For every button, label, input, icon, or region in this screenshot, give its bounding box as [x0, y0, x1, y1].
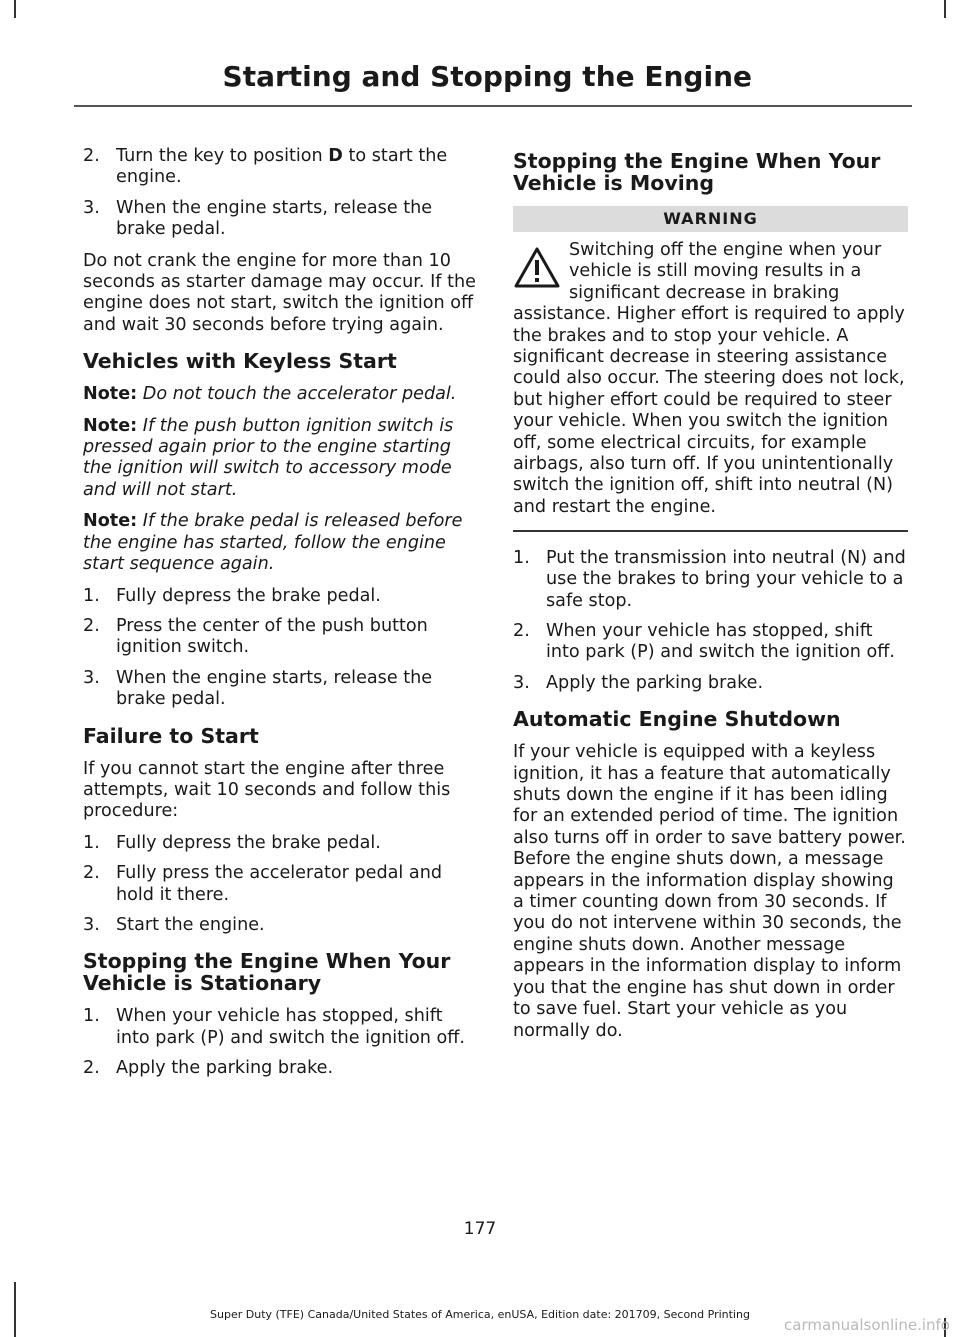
note: Note: If the brake pedal is released before the engine has started, follow the engine start sequence again.	[83, 511, 463, 575]
list-item: 3. Apply the parking brake.	[513, 672, 764, 693]
header-rule	[74, 105, 912, 107]
footer-edition: Super Duty (TFE) Canada/United States of America, enUSA, Edition date: 201709, Second Printing	[210, 1308, 750, 1321]
list-item: 2. Apply the parking brake.	[83, 1058, 334, 1079]
start-steps-continued	[83, 146, 479, 241]
moving-steps	[513, 548, 908, 694]
list-item: 2. Press the center of the push button ignition switch.	[83, 615, 428, 658]
warning-label: WARNING	[513, 206, 908, 232]
failure-steps	[83, 833, 479, 937]
list-item: 1. Fully depress the brake pedal.	[83, 832, 381, 853]
heading-keyless-start: Vehicles with Keyless Start	[83, 349, 397, 374]
keyless-steps	[83, 586, 479, 711]
heading-automatic-shutdown: Automatic Engine Shutdown	[513, 707, 841, 732]
list-item: 2. When your vehicle has stopped, shift into park (P) and switch the ignition off.	[513, 621, 895, 663]
list-item: 2. Turn the key to position D to start the engine.	[83, 146, 448, 188]
heading-stopping-stationary: Stopping the Engine When Your Vehicle is Stationary	[83, 949, 451, 996]
page-header-title: Starting and Stopping the Engine	[222, 60, 752, 93]
crop-mark-top-right	[944, 0, 946, 18]
watermark: carmanualsonline.info	[784, 1316, 950, 1334]
heading-stopping-moving: Stopping the Engine When Your Vehicle is Moving	[513, 149, 881, 195]
left-column	[83, 146, 479, 1090]
list-item: 3. When the engine starts, release the brake pedal.	[83, 667, 433, 710]
shutdown-paragraph: If your vehicle is equipped with a keyless ignition, it has a feature that automatically shuts down the engine if it has been idling for an extended period of time. The ignition also turns off in order to save battery power. Before the engine shuts down, a message appears in the information display showing a timer counting down from 30 seconds. If you do not intervene within 30 seconds, the engine shuts down. Another message appears in the information display to inform you that the engine has shut down in order to save fuel. Start your vehicle as you normally do.	[513, 742, 906, 1041]
failure-paragraph: If you cannot start the engine after three attempts, wait 10 seconds and follow this procedure:	[83, 758, 451, 822]
warning-rule	[513, 530, 908, 532]
crop-mark-top-left	[14, 0, 16, 18]
warning-text: Switching off the engine when your vehicle is still moving results in a significant decrease in braking assistance. Higher effort is required to apply the brakes and to stop your vehicle. A significant decrease in steering assistance could also occur. The steering does not lock, but higher effort could be required to steer your vehicle. When you switch the ignition off, some electrical circuits, for example airbags, also turn off. If you unintentionally switch the ignition off, shift into neutral (N) and restart the engine.	[513, 240, 905, 517]
list-item: 1. Fully depress the brake pedal.	[83, 585, 381, 606]
heading-failure-to-start: Failure to Start	[83, 723, 259, 748]
warning-box	[513, 240, 908, 518]
list-item: 2. Fully press the accelerator pedal and hold it there.	[83, 863, 443, 905]
list-item: 3. Start the engine.	[83, 914, 265, 935]
right-column	[513, 146, 908, 1052]
list-item: 1. When your vehicle has stopped, shift into park (P) and switch the ignition off.	[83, 1006, 465, 1048]
note: Note: Do not touch the accelerator pedal.	[83, 384, 457, 405]
stationary-steps	[83, 1006, 479, 1079]
list-item: 3. When the engine starts, release the brake pedal.	[83, 197, 433, 240]
warning-triangle-icon	[513, 244, 561, 292]
crank-paragraph: Do not crank the engine for more than 10 seconds as starter damage may occur. If the engine does not start, switch the ignition off and wait 30 seconds before trying again.	[83, 250, 476, 335]
list-item: 1. Put the transmission into neutral (N) and use the brakes to bring your vehicle to a safe stop.	[513, 547, 906, 611]
page-number: 177	[463, 1219, 497, 1239]
note: Note: If the push button ignition switch is pressed again prior to the engine starting the ignition will switch to accessory mode and will not start.	[83, 415, 454, 500]
